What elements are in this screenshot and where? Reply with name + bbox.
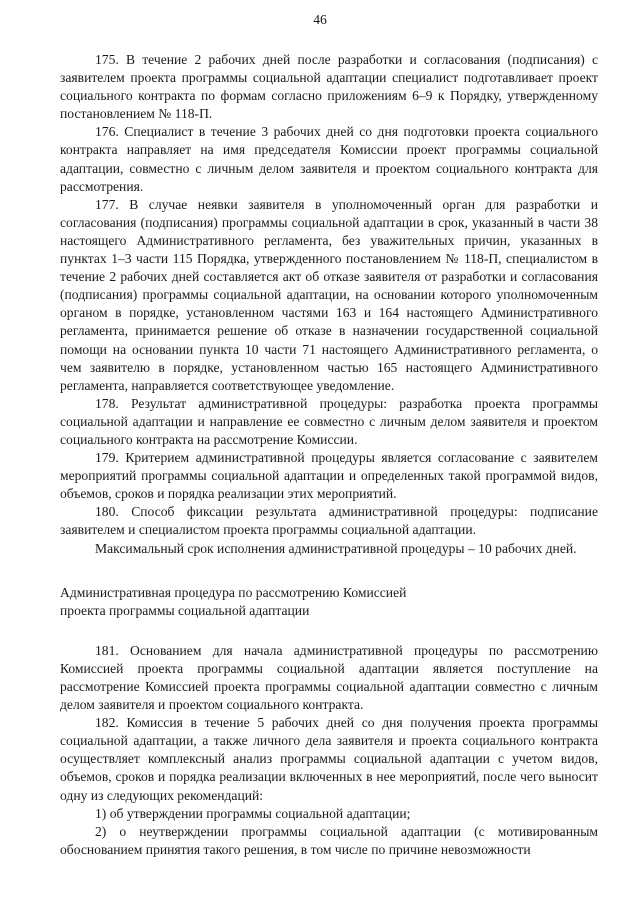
list-item-1: 1) об утверждении программы социальной адаптации; (95, 805, 411, 821)
paragraph-180: 180. Способ фиксации результата административной процедуры: подписание заявителем и специалистом проекта программы социальной адаптации. (60, 504, 598, 538)
document-body (60, 51, 598, 859)
page-number: 46 (313, 12, 327, 27)
section-heading-line-1: Административная процедура по рассмотрению Комиссией (60, 584, 407, 600)
paragraph-179: 179. Критерием административной процедуры является согласование с заявителем мероприятий программы социальной адаптации и определенных такой программой видов, объемов, сроков и порядка реализации этих мероприятий. (60, 450, 598, 502)
paragraph-181: 181. Основанием для начала административной процедуры по рассмотрению Комиссией проекта программы социальной адаптации является поступление на рассмотрение Комиссией проекта программы социальной адаптации совместно с личным делом заявителя и проектом социального контракта. (60, 642, 598, 713)
paragraph-182: 182. Комиссия в течение 5 рабочих дней со дня получения проекта программы социальной адаптации, а также личного дела заявителя и проекта социального контракта осуществляет комплексный анализ программы социальной адаптации с учетом видов, объемов, сроков и порядка реализации включенных в нее мероприятий, после чего выносит одну из следующих рекомендаций: (60, 715, 598, 803)
paragraph-max-duration: Максимальный срок исполнения административной процедуры – 10 рабочих дней. (95, 540, 577, 556)
paragraph-175: 175. В течение 2 рабочих дней после разработки и согласования (подписания) с заявителем проекта программы социальной адаптации специалист подготавливает проект социального контракта по формам согласно приложениям 6–9 к Порядку, утвержденному постановлением № 118-П. (60, 52, 598, 122)
paragraph-176: 176. Специалист в течение 3 рабочих дней со дня подготовки проекта социального контракта направляет на имя председателя Комиссии проект программы социальной адаптации, совместно с личным делом заявителя и проектом социального контракта для рассмотрения. (60, 124, 598, 194)
list-item-2: 2) о неутверждении программы социальной адаптации (с мотивированным обоснованием принятия такого решения, в том числе по причине невозможности (60, 823, 598, 857)
paragraph-177: 177. В случае неявки заявителя в уполномоченный орган для разработки и согласования (подписания) программы социальной адаптации в срок, указанный в части 38 настоящего Административного регламента, без уважительных причин, указанных в пунктах 1–3 части 115 Порядка, утвержденного постановлением № 118-П, специалистом в течение 2 рабочих дней составляется акт об отказе заявителя от разработки и согласования (подписания) программы социальной адаптации, на основании которого уполномоченным органом в порядке, установленном частями 163 и 164 настоящего Административного регламента, принимается решение об отказе в назначении государственной социальной помощи на основании пункта 10 части 71 настоящего Административного регламента, о чем заявителю в порядке, установленном частью 165 настоящего Административного регламента, направляется соответствующее уведомление. (60, 196, 598, 393)
paragraph-178: 178. Результат административной процедуры: разработка проекта программы социальной адаптации и направление ее совместно с личным делом заявителя и проектом социального контракта на рассмотрение Комиссии. (60, 395, 598, 447)
section-heading-line-2: проекта программы социальной адаптации (60, 602, 310, 618)
